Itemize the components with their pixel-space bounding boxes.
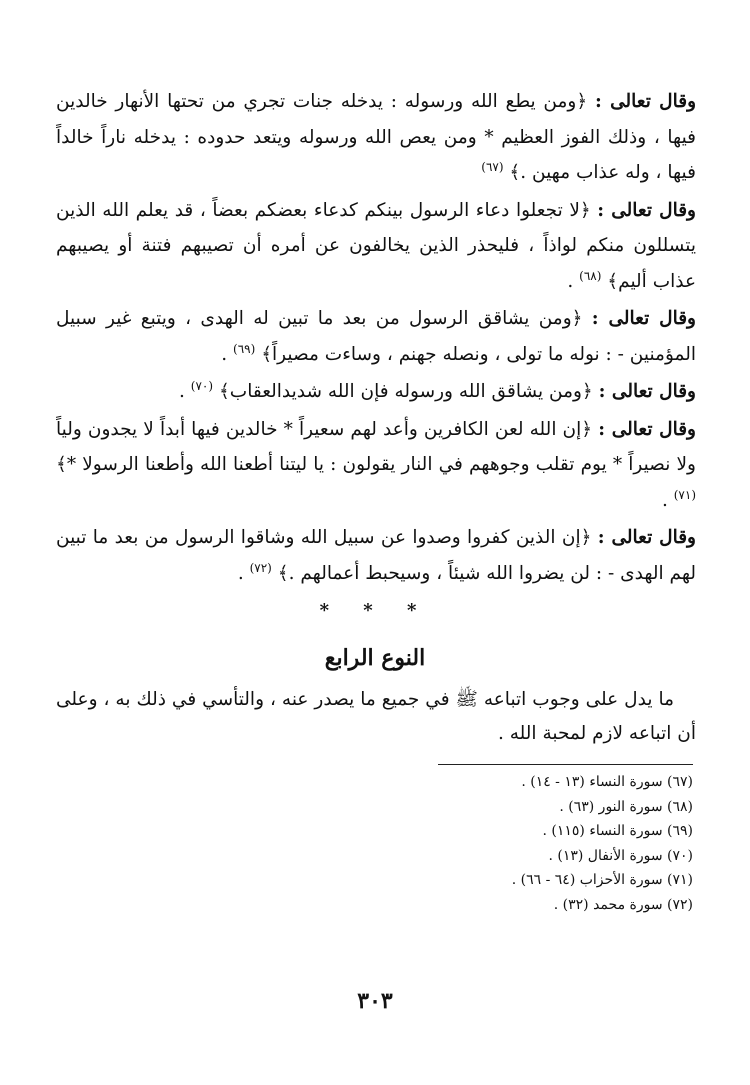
footnote-ref: (٦٩) bbox=[233, 341, 256, 356]
verse-intro: وقال تعالى : bbox=[597, 199, 696, 221]
footnotes-list bbox=[393, 770, 693, 918]
verse-text: ﴿ومن يشاقق الله ورسوله فإن الله شديدالعقاب﴾ bbox=[218, 381, 593, 402]
section-body: ما يدل على وجوب اتباعه ﷺ في جميع ما يصدر عنه ، والتأسي في ذلك به ، وعلى أن اتباعه لازم لمحبة الله . bbox=[56, 689, 696, 744]
footnote-ref: (٧٢) bbox=[249, 560, 272, 575]
verse-text: ﴿ومن يشاقق الرسول من بعد ما تبين له الهدى ، ويتبع غير سبيل المؤمنين - : نوله ما تولى ، ونصله جهنم ، وساءت مصيراً﴾ bbox=[56, 308, 696, 365]
verse-intro: وقال تعالى : bbox=[597, 527, 696, 548]
verse-intro: وقال تعالى : bbox=[591, 308, 696, 329]
verse-text: ﴿إن الذين كفروا وصدوا عن سبيل الله وشاقوا الرسول من بعد ما تبين لهم الهدى - : لن يضروا الله شيئاً ، وسيحبط أعمالهم .﴾ bbox=[56, 527, 696, 584]
verse-paragraph bbox=[56, 301, 696, 372]
footnote-ref: (٦٧) bbox=[481, 159, 504, 174]
verse-tail: . bbox=[661, 489, 668, 511]
footnote-divider bbox=[438, 764, 693, 765]
section-title: النوع الرابع bbox=[324, 645, 426, 671]
footnote-item: (٧٠) سورة الأنفال (١٣) . bbox=[548, 847, 693, 864]
footnote-item: (٧٢) سورة محمد (٣٢) . bbox=[553, 896, 693, 913]
footnote-item: (٦٩) سورة النساء (١١٥) . bbox=[542, 823, 693, 840]
footnote-ref: (٧١) bbox=[673, 487, 696, 502]
footnote-ref: (٧٠) bbox=[190, 378, 214, 393]
page-number: ٣٠٣ bbox=[357, 988, 393, 1014]
section-separator: * * * bbox=[319, 600, 431, 621]
verse-paragraph bbox=[56, 520, 696, 591]
footnote-ref: (٦٨) bbox=[579, 268, 602, 283]
verse-intro: وقال تعالى : bbox=[598, 381, 696, 402]
verse-text: ﴿ومن يطع الله ورسوله : يدخله جنات تجري من تحتها الأنهار خالدين فيها ، وذلك الفوز العظيم * ومن يعص الله ورسوله ويتعد حدوده : يدخله ناراً خالداً فيها ، وله عذاب مهين .﴾ bbox=[56, 91, 696, 183]
footnote-item: (٦٨) سورة النور (٦٣) . bbox=[559, 798, 693, 815]
verse-intro: وقال تعالى : bbox=[598, 418, 696, 440]
verses-block bbox=[56, 84, 696, 593]
verse-paragraph bbox=[56, 374, 696, 410]
verse-tail: . bbox=[237, 562, 244, 584]
verse-tail: . bbox=[567, 270, 574, 292]
verse-intro: وقال تعالى : bbox=[594, 91, 697, 112]
footnote-item: (٦٧) سورة النساء (١٣ - ١٤) . bbox=[521, 774, 693, 790]
verse-text: ﴿لا تجعلوا دعاء الرسول بينكم كدعاء بعضكم بعضاً ، قد يعلم الله الذين يتسللون منكم لواذاً ، فليحذر الذين يخالفون عن أمره أن تصيبهم فتنة أو يصيبهم عذاب أليم﴾ bbox=[56, 199, 696, 292]
verse-text: ﴿إن الله لعن الكافرين وأعد لهم سعيراً * خالدين فيها أبداً لا يجدون ولياً ولا نصيراً * يوم تقلب وجوههم في النار يقولون : يا ليتنا أطعنا الله وأطعنا الرسولا *﴾ bbox=[56, 418, 696, 475]
verse-tail: . bbox=[221, 343, 228, 365]
verse-tail: . bbox=[179, 381, 185, 402]
verse-paragraph bbox=[56, 412, 696, 519]
footnote-item: (٧١) سورة الأحزاب (٦٤ - ٦٦) . bbox=[511, 872, 693, 889]
verse-paragraph bbox=[56, 193, 696, 300]
verse-paragraph bbox=[56, 84, 696, 191]
